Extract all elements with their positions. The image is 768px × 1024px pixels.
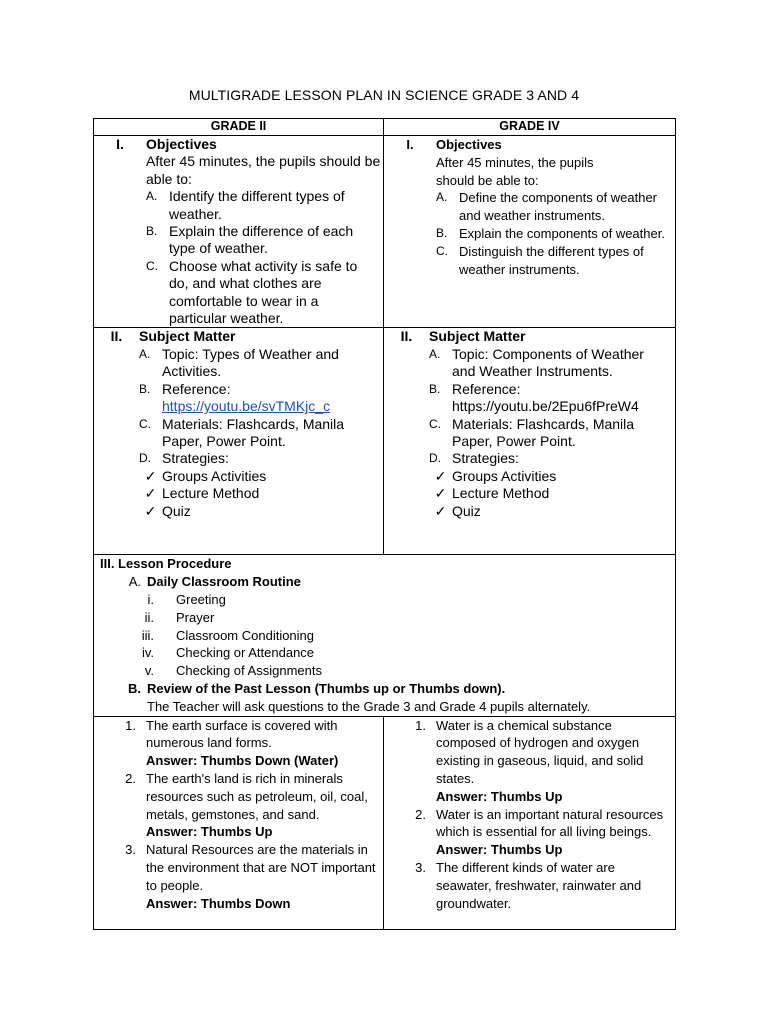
list-item: ii. Prayer: [144, 609, 215, 625]
check-icon: ✓: [144, 485, 157, 502]
list-item: B. Explain the difference of each type of weather.: [146, 223, 354, 257]
check-icon: ✓: [434, 485, 447, 502]
routine-heading: Daily Classroom Routine: [147, 574, 301, 590]
right-objectives-cell: [384, 136, 676, 328]
list-item: 3. The different kinds of water are seawater, freshwater, rainwater and groundwater.: [415, 860, 642, 911]
list-item: D. Strategies:: [429, 450, 519, 467]
list-item: B. Reference: https://youtu.be/2Epu6fPreW4: [429, 380, 639, 415]
numeral: I.: [116, 136, 124, 152]
subject-matter-row: [94, 328, 676, 555]
list-item: C. Materials: Flashcards, Manila Paper, Power Point.: [429, 415, 635, 449]
right-subject-cell: [384, 328, 676, 555]
strategies-list: [139, 468, 383, 520]
procedure-heading: III. Lesson Procedure: [100, 556, 232, 572]
subject-list: [139, 346, 383, 468]
answer-text: Answer: Thumbs Up: [436, 842, 563, 858]
list-item: B. Reference: https://youtu.be/svTMKjc_c: [139, 380, 331, 415]
numeral: II.: [110, 328, 123, 345]
objectives-row: [94, 136, 676, 328]
objectives-intro: After 45 minutes, the pupils should be able to:: [146, 153, 381, 187]
list-item: B. Explain the components of weather.: [436, 225, 665, 241]
document-title: MULTIGRADE LESSON PLAN IN SCIENCE GRADE 3 AND 4: [188, 87, 580, 103]
list-item: ✓ Lecture Method: [139, 485, 383, 502]
list-item: A. Identify the different types of weather.: [146, 188, 345, 222]
answer-text: Answer: Thumbs Up: [146, 824, 273, 840]
list-item: v. Checking of Assignments: [144, 663, 322, 679]
list-item: 1. Water is a chemical substance composed of hydrogen and oxygen existing in gaseous, liquid, and solid states.: [415, 717, 644, 787]
answer-text: Answer: Thumbs Down: [146, 895, 291, 911]
reference-link[interactable]: https://youtu.be/svTMKjc_c: [162, 398, 331, 415]
left-objectives-cell: [94, 136, 384, 328]
list-item: ✓ Quiz: [429, 503, 675, 520]
grade-left-header: GRADE II: [94, 119, 384, 136]
procedure-cell: III. Lesson Procedure A. Daily Classroom Routine i. Greeting ii. Prayer iii. Classroom Conditioning iv. Checking or Attendance v. Checking of Assignments B. Review of the Past Lesson (Thumbs up or Thumbs down). The Teacher will ask questions to the Grade 3 and Grade 4 pupils alternately.: [94, 555, 676, 716]
answer-text: Answer: Thumbs Down (Water): [146, 753, 339, 769]
list-item: i. Greeting: [147, 592, 226, 608]
grade-right-header: GRADE IV: [384, 119, 676, 136]
subject-list: [429, 346, 675, 468]
review-heading: Review of the Past Lesson (Thumbs up or Thumbs down).: [147, 681, 506, 697]
check-icon: ✓: [144, 467, 157, 484]
list-item: ✓ Quiz: [139, 503, 383, 520]
objectives-list: [146, 188, 383, 327]
numeral: II.: [400, 328, 413, 345]
check-icon: ✓: [434, 502, 447, 519]
answer-text: Answer: Thumbs Up: [436, 788, 563, 804]
objectives-intro: After 45 minutes, the pupils should be able to:: [436, 154, 594, 188]
list-item: A. Topic: Components of Weather and Weather Instruments.: [429, 345, 644, 380]
left-subject-cell: [94, 328, 384, 555]
list-item: ✓ Groups Activities: [139, 468, 383, 485]
numeral: I.: [406, 137, 414, 152]
lesson-plan-table: [93, 118, 676, 930]
list-item: A. Topic: Types of Weather and Activities.: [139, 345, 339, 380]
list-item: ✓ Groups Activities: [429, 468, 675, 485]
subject-heading: Subject Matter: [429, 328, 526, 345]
list-item: 2. Water is an important natural resources which is essential for all living beings.: [415, 806, 664, 840]
strategies-list: [429, 468, 675, 520]
list-item: C. Materials: Flashcards, Manila Paper, Power Point.: [139, 415, 345, 449]
objectives-heading: Objectives: [436, 137, 502, 152]
left-review-cell: [94, 716, 384, 929]
list-item: 2. The earth's land is rich in minerals resources such as petroleum, oil, coal, metals, gemstones, and sand.: [125, 771, 368, 822]
list-item: A. Define the components of weather and weather instruments.: [436, 190, 658, 224]
check-icon: ✓: [144, 502, 157, 519]
list-item: 3. Natural Resources are the materials in the environment that are NOT important to people.: [125, 842, 376, 893]
list-item: D. Strategies:: [139, 450, 229, 467]
list-item: ✓ Lecture Method: [429, 485, 675, 502]
review-questions-row: [94, 716, 676, 929]
list-item: C. Distinguish the different types of weather instruments.: [436, 243, 644, 277]
list-item: C. Choose what activity is safe to do, and what clothes are comfortable to wear in a particular weather.: [146, 257, 358, 327]
objectives-heading: Objectives: [146, 136, 217, 152]
header-row: [94, 119, 676, 136]
objectives-list: [436, 189, 675, 278]
right-review-cell: [384, 716, 676, 929]
review-instructions: The Teacher will ask questions to the Grade 3 and Grade 4 pupils alternately.: [147, 698, 591, 714]
check-icon: ✓: [434, 467, 447, 484]
list-item: iv. Checking or Attendance: [141, 645, 315, 661]
list-item: 1. The earth surface is covered with numerous land forms.: [125, 717, 338, 751]
list-item: iii. Classroom Conditioning: [141, 627, 315, 643]
reference-url[interactable]: https://youtu.be/2Epu6fPreW4: [452, 398, 639, 415]
subject-heading: Subject Matter: [139, 328, 236, 345]
procedure-row: [94, 555, 676, 716]
